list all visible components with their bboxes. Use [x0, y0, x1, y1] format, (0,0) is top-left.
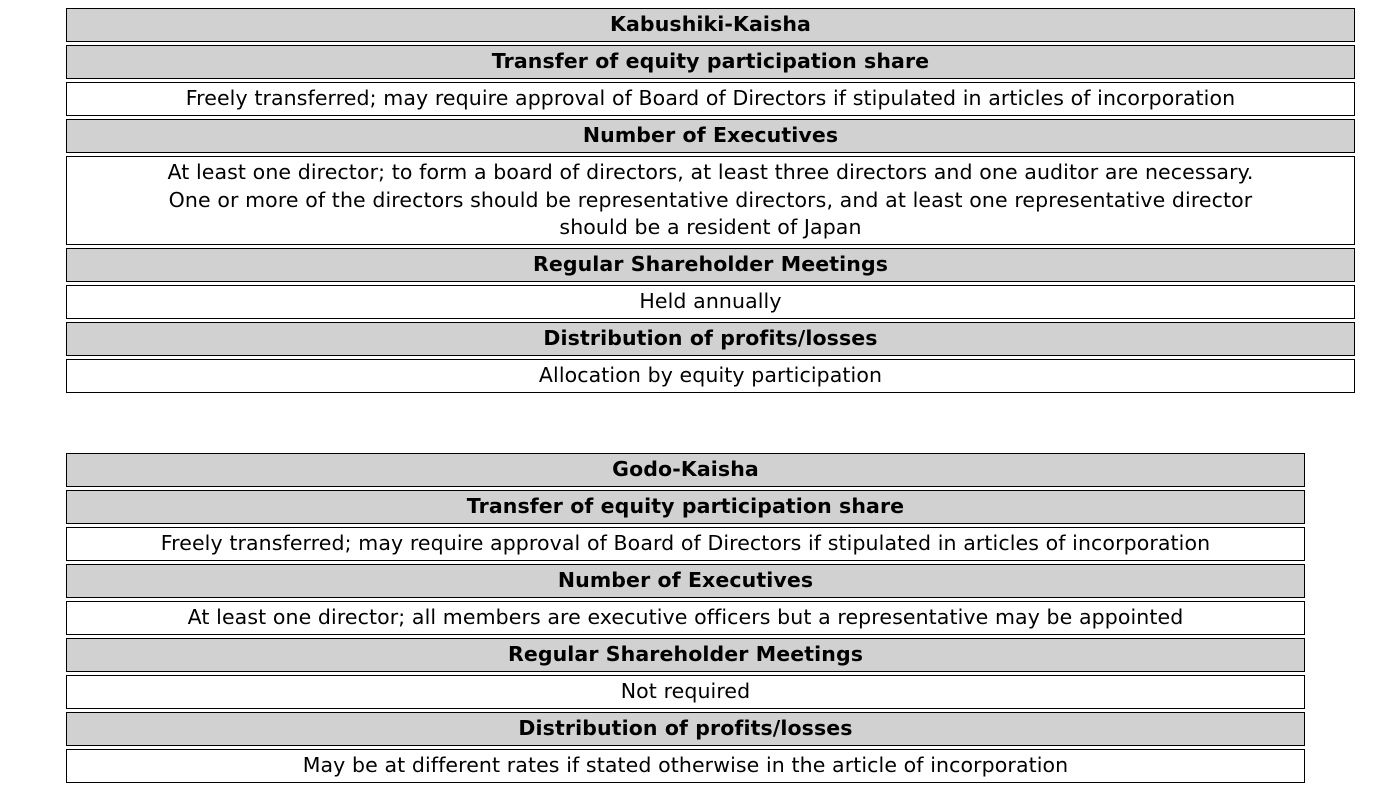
meetings-value: Held annually — [66, 285, 1355, 319]
meetings-heading: Regular Shareholder Meetings — [66, 638, 1305, 672]
table-title: Kabushiki-Kaisha — [66, 8, 1355, 42]
transfer-heading: Transfer of equity participation share — [66, 45, 1355, 79]
table-title: Godo-Kaisha — [66, 453, 1305, 487]
meetings-value: Not required — [66, 675, 1305, 709]
kabushiki-kaisha-table — [66, 8, 1355, 396]
transfer-value: Freely transferred; may require approval of Board of Directors if stipulated in articles of incorporation — [66, 527, 1305, 561]
executives-heading: Number of Executives — [66, 119, 1355, 153]
executives-value-line-2: One or more of the directors should be representative directors, and at least one representative director — [168, 187, 1253, 212]
executives-heading: Number of Executives — [66, 564, 1305, 598]
meetings-heading: Regular Shareholder Meetings — [66, 248, 1355, 282]
executives-value-line-3: should be a resident of Japan — [559, 215, 862, 239]
transfer-value: Freely transferred; may require approval of Board of Directors if stipulated in articles of incorporation — [66, 82, 1355, 116]
godo-kaisha-table — [66, 453, 1305, 786]
profits-value: Allocation by equity participation — [66, 359, 1355, 393]
executives-value — [66, 156, 1355, 245]
profits-heading: Distribution of profits/losses — [66, 712, 1305, 746]
profits-value: May be at different rates if stated otherwise in the article of incorporation — [66, 749, 1305, 783]
executives-value: At least one director; all members are executive officers but a representative may be appointed — [66, 601, 1305, 635]
transfer-heading: Transfer of equity participation share — [66, 490, 1305, 524]
executives-value-line-1: At least one director; to form a board of directors, at least three directors and one auditor are necessary. — [167, 160, 1254, 184]
profits-heading: Distribution of profits/losses — [66, 322, 1355, 356]
